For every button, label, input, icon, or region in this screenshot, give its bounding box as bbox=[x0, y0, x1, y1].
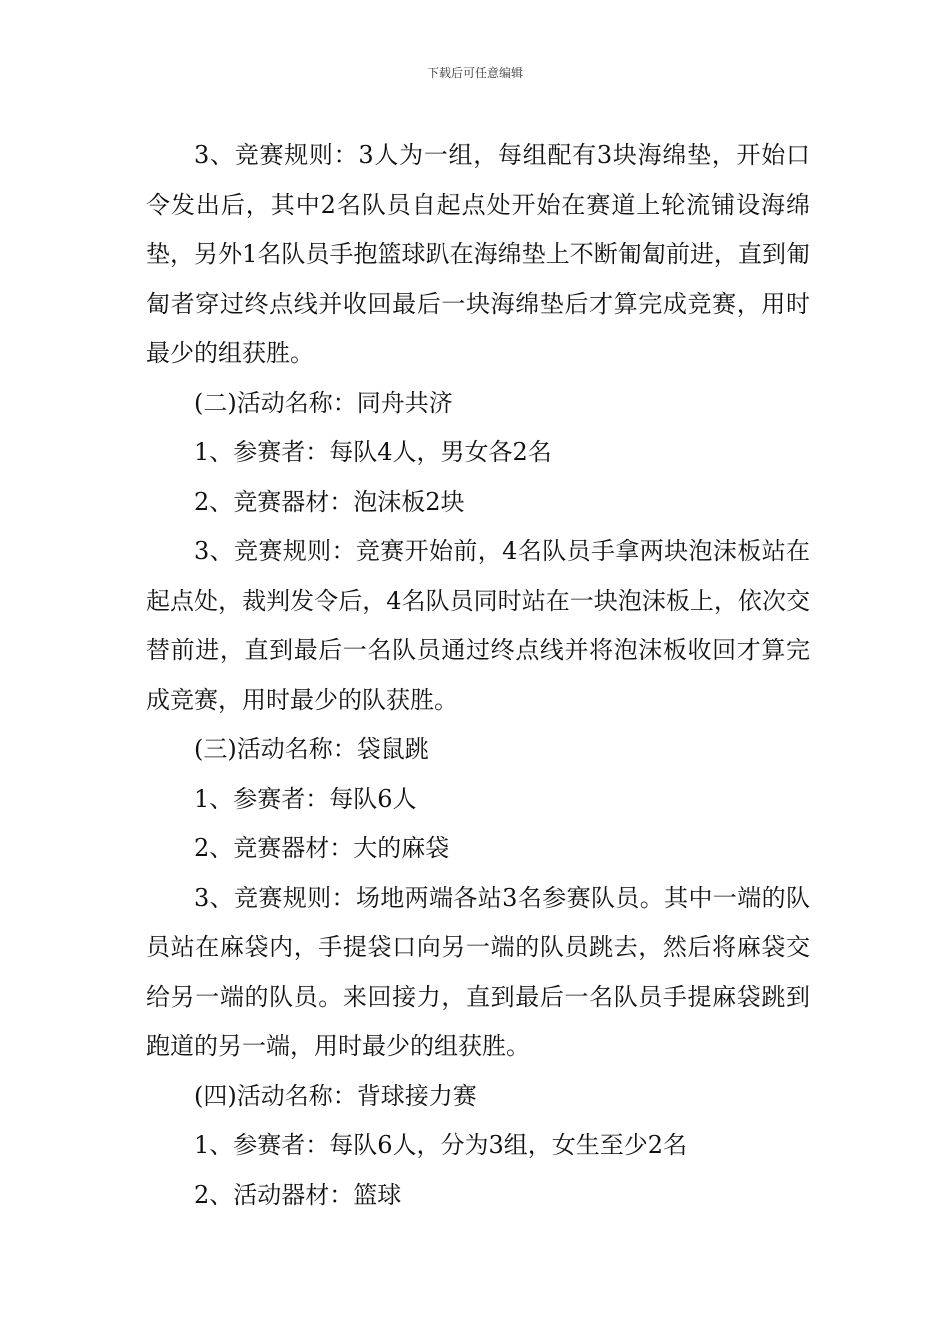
participants-line: 1、参赛者：每队6人，分为3组，女生至少2名 bbox=[194, 1131, 688, 1159]
document-body bbox=[146, 131, 810, 1220]
participants-line: 1、参赛者：每队6人 bbox=[194, 784, 417, 813]
rule-paragraph: 3、竞赛规则：3人为一组，每组配有3块海绵垫，开始口令发出后，其中2名队员自起点处开始在赛道上轮流铺设海绵垫，另外1名队员手抱篮球趴在海绵垫上不断匍匐前进，直到匍匐者穿过终点线并收回最后一块海绵垫后才算完成竞赛，用时最少的组获胜。 bbox=[146, 141, 810, 367]
equipment-line: 2、竞赛器材：大的麻袋 bbox=[194, 834, 450, 862]
rule-paragraph: 3、竞赛规则：场地两端各站3名参赛队员。其中一端的队员站在麻袋内，手提袋口向另一端的队员跳去，然后将麻袋交给另一端的队员。来回接力，直到最后一名队员手提麻袋跳到跑道的另一端，用时最少的组获胜。 bbox=[146, 883, 810, 1060]
section-heading-3: (三)活动名称：袋鼠跳 bbox=[194, 735, 429, 763]
section-heading-4: (四)活动名称：背球接力赛 bbox=[194, 1081, 477, 1110]
page-header: 下载后可任意编辑 bbox=[426, 66, 523, 80]
equipment-line: 2、活动器材：篮球 bbox=[194, 1180, 402, 1209]
section-heading-2: (二)活动名称：同舟共济 bbox=[194, 388, 453, 417]
equipment-line: 2、竞赛器材：泡沫板2块 bbox=[194, 487, 465, 516]
participants-line: 1、参赛者：每队4人，男女各2名 bbox=[194, 438, 552, 466]
rule-paragraph: 3、竞赛规则：竞赛开始前，4名队员手拿两块泡沫板站在起点处，裁判发令后，4名队员同时站在一块泡沫板上，依次交替前进，直到最后一名队员通过终点线并将泡沫板收回才算完成竞赛，用时最少的队获胜。 bbox=[146, 537, 810, 714]
